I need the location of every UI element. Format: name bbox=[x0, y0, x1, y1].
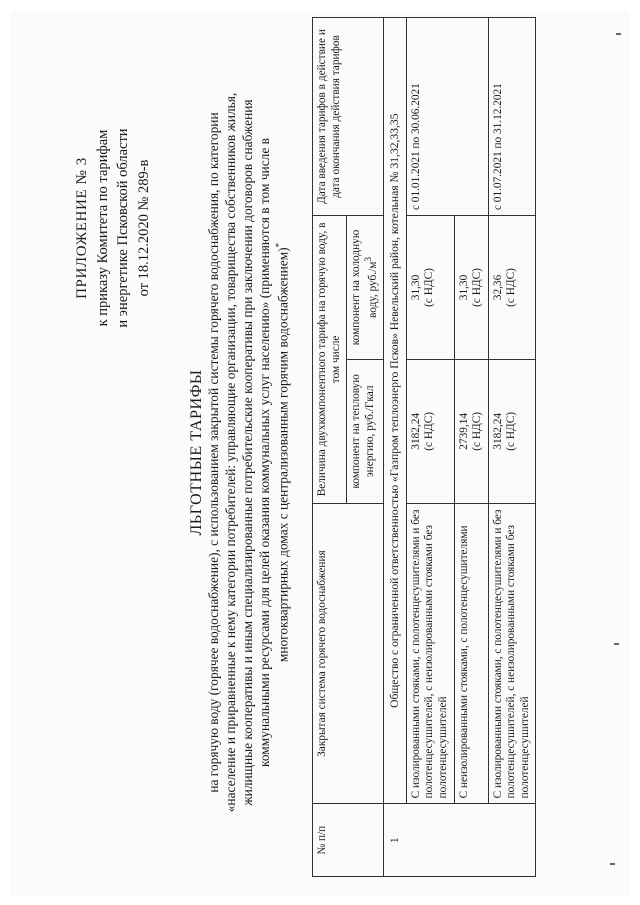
appendix-authority-line: и энергетике Псковской области bbox=[115, 128, 132, 328]
header-water-text: компонент на холодную воду, руб./м bbox=[350, 229, 379, 346]
header-tariff-group: Величина двухкомпонентного тарифа на горячую воду, в том числе bbox=[313, 216, 347, 504]
section-number: 1 bbox=[383, 804, 535, 877]
thermal-value: 3182,24 (с НДС) bbox=[406, 359, 454, 503]
footnote-mark: * bbox=[273, 242, 284, 248]
header-water-sup: 3 bbox=[363, 256, 374, 262]
header-num: № п/п bbox=[313, 804, 384, 877]
header-thermal: компонент на тепловую энергию, руб./Гкал bbox=[347, 359, 384, 503]
water-value: 31,30 (с НДС) bbox=[406, 216, 454, 360]
intro-line: коммунальными ресурсами для целей оказания коммунальных услуг населению» (применяются в том числе в bbox=[256, 138, 272, 767]
appendix-order-line: к приказу Комитета по тарифам bbox=[95, 129, 111, 327]
header-water bbox=[347, 216, 384, 360]
thermal-value: 2739,14 (с НДС) bbox=[454, 359, 488, 503]
scan-mark bbox=[616, 33, 621, 35]
intro-line: жилищные кооперативы и иным специализированные потребительские кооперативы при заключении договоров снабжения bbox=[239, 99, 255, 806]
organization-name: Общество с ограниченной ответственностью «Газпром теплоэнерго Псков» Невельский район, котельная № 31,32,33,35 bbox=[383, 18, 406, 804]
header-system: Закрытая система горячего водоснабжения bbox=[313, 503, 384, 804]
appendix-block bbox=[72, 88, 154, 368]
document-title: ЛЬГОТНЫЕ ТАРИФЫ bbox=[188, 369, 205, 536]
tariff-table bbox=[312, 17, 536, 877]
intro-line: «население и приравненные к нему категории потребителей: управляющие организации, товарищества собственников жилья, bbox=[222, 92, 238, 813]
organization-row bbox=[383, 18, 406, 877]
intro-line-text: многоквартирных домах с централизованным горячим водоснабжением) bbox=[275, 247, 291, 663]
table-row bbox=[488, 18, 536, 877]
date-range: с 01.01.2021 по 30.06.2021 bbox=[406, 18, 488, 216]
water-value: 32,36 (с НДС) bbox=[488, 216, 536, 360]
intro-line: на горячую воду (горячее водоснабжение), с использованием закрытой системы горячего водоснабжения, по категории bbox=[206, 112, 221, 793]
appendix-heading: ПРИЛОЖЕНИЕ № 3 bbox=[74, 157, 90, 299]
table-row bbox=[406, 18, 454, 877]
system-cell: С неизолированными стояками, с полотенцесушителями bbox=[454, 503, 488, 804]
header-dates: Дата введения тарифов в действие и дата окончания действия тарифов bbox=[313, 18, 384, 216]
water-value: 31,30 (с НДС) bbox=[454, 216, 488, 360]
intro-paragraph bbox=[206, 50, 292, 855]
table-header-row bbox=[313, 18, 347, 877]
document-page bbox=[10, 10, 630, 895]
date-range: с 01.07.2021 по 31.12.2021 bbox=[488, 18, 536, 216]
thermal-value: 3182,24 (с НДС) bbox=[488, 359, 536, 503]
scan-mark bbox=[610, 863, 615, 865]
system-cell: С изолированными стояками, с полотенцесушителями и без полотенцесушителей, с неизолированными стояками без полотенцесушителей bbox=[406, 503, 454, 804]
intro-line bbox=[274, 50, 292, 855]
scan-mark bbox=[614, 643, 619, 645]
system-cell: С изолированными стояками, с полотенцесушителями и без полотенцесушителей, с неизолированными стояками без полотенцесушителей bbox=[488, 503, 536, 804]
appendix-date-line: от 18.12.2020 № 289-в bbox=[135, 159, 152, 297]
